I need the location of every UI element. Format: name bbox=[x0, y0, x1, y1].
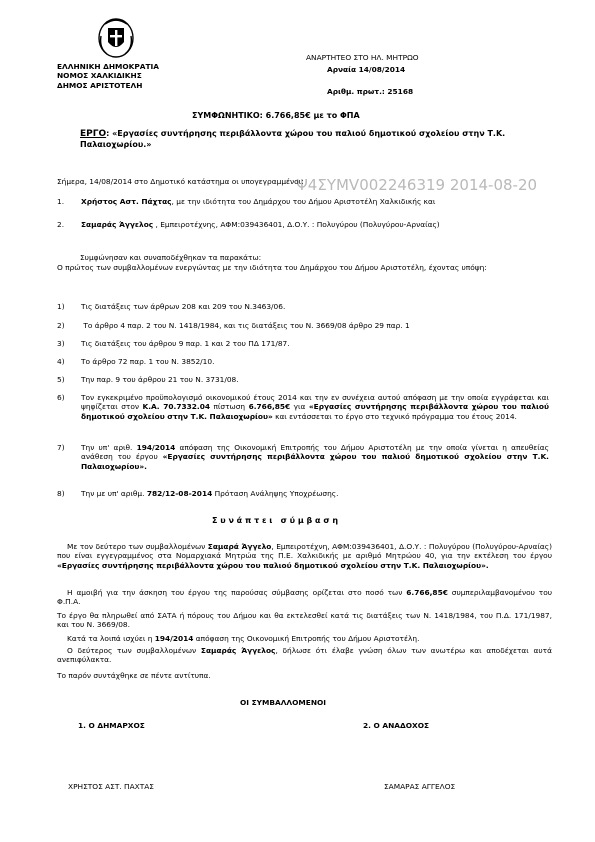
consideration-3: 3) Τις διατάξεις του άρθρου 9 παρ. 1 και 2 του ΠΔ 171/87. bbox=[57, 339, 290, 348]
project-heading bbox=[80, 129, 550, 150]
consideration-6: 6) Τον εγκεκριμένο προϋπολογισμό οικονομικού έτους 2014 και την εν συνέχεια αυτού απόφαση με την οποία εγγράφεται και ψηφίζεται στον Κ.Α. 70.7332.04 πίστωση 6.766,85€ για «Εργασίες συντήρησης περιβάλλοντα χώρου του παλιού δημοτικού σχολείου στην Τ.Κ. Παλαιοχωρίου» και εντάσσεται το έργο στο τεχνικό πρόγραμμα του έτους 2014. bbox=[57, 393, 550, 421]
greek-state-emblem bbox=[97, 14, 135, 58]
posting-note: ΑΝΑΡΤΗΤΕΟ ΣΤΟ ΗΛ. ΜΗΤΡΩΟ bbox=[306, 53, 419, 62]
issuer-block bbox=[57, 62, 159, 90]
party-2: 2. Σαμαράς Άγγελος , Εμπειροτέχνης, ΑΦΜ:039436401, Δ.Ο.Υ. : Πολυγύρου (Πολυγύρου-Αρναίας) bbox=[57, 220, 440, 229]
contract-body-2: Η αμοιβή για την άσκηση του έργου της παρούσας σύμβασης ορίζεται στο ποσό των 6.766,85€ συμπεριλαμβανομένου του Φ.Π.Α. bbox=[57, 588, 552, 607]
party-2-name: Σαμαράς Άγγελος bbox=[81, 220, 154, 229]
document-date: Αρναία 14/08/2014 bbox=[327, 65, 406, 74]
mayor-name: ΧΡΗΣΤΟΣ ΑΣΤ. ΠΑΧΤΑΣ bbox=[68, 782, 154, 791]
party-1-name: Χρήστος Αστ. Πάχτας bbox=[81, 197, 172, 206]
signatories-heading: ΟΙ ΣΥΜΒΑΛΛΟΜΕΝΟΙ bbox=[240, 698, 327, 707]
intro-line: Σήμερα, 14/08/2014 στο Δημοτικό κατάστημα οι υπογεγραμμένοι: bbox=[57, 177, 304, 186]
agreed-line: Συμφώνησαν και συναποδέχθηκαν τα παρακάτω: bbox=[80, 253, 262, 262]
consideration-5: 5) Την παρ. 9 του άρθρου 21 του Ν. 3731/08. bbox=[57, 375, 239, 384]
party-1: 1. Χρήστος Αστ. Πάχτας, με την ιδιότητα του Δημάρχου του Δήμου Αριστοτέλη Χαλκιδικής και bbox=[57, 197, 436, 206]
contract-body-4: Κατά τα λοιπά ισχύει η 194/2014 απόφαση της Οικονομική Επιτροπής του Δήμου Αριστοτέλη. bbox=[67, 634, 420, 643]
contractor-name: ΣΑΜΑΡΑΣ ΑΓΓΕΛΟΣ bbox=[384, 782, 456, 791]
contract-body-1: Με τον δεύτερο των συμβαλλομένων Σαμαρά Άγγελο, Εμπειροτέχνη, ΑΦΜ:039436401, Δ.Ο.Υ. : Πολυγύρου (Πολυγύρου-Αρναίας) που είναι εγγεγραμμένος στα Νομαρχιακά Μητρώα της Π.Ε. Χαλκιδικής με αριθμό Μητρώου 40, για την εκτέλεση του έργου «Εργασίες συντήρησης περιβάλλοντα χώρου του παλιού δημοτικού σχολείου στην Τ.Κ. Παλαιοχωρίου». bbox=[57, 542, 552, 570]
agreement-title: ΣΥΜΦΩΝΗΤΙΚΟ: 6.766,85€ με το ΦΠΑ bbox=[192, 111, 360, 120]
project-label: ΕΡΓΟ bbox=[80, 129, 107, 139]
consideration-4: 4) Το άρθρο 72 παρ. 1 του Ν. 3852/10. bbox=[57, 357, 215, 366]
first-party-line: Ο πρώτος των συμβαλλομένων ενεργώντας με την ιδιότητα του Δημάρχου του Δήμου Αριστοτέλη, έχοντας υπόψη: bbox=[57, 263, 487, 272]
consideration-7: 7) Την υπ' αριθ. 194/2014 απόφαση της Οικονομική Επιτροπής του Δήμου Αριστοτέλη με την οποία γίνεται η απευθείας ανάθεση του έργου «Εργασίες συντήρησης περιβάλλοντα χώρου του παλιού δημοτικού σχολείου στην Τ.Κ. Παλαιοχωρίου». bbox=[57, 443, 549, 471]
consideration-1: 1) Τις διατάξεις των άρθρων 208 και 209 του Ν.3463/06. bbox=[57, 302, 286, 311]
mayor-role: 1. Ο ΔΗΜΑΡΧΟΣ bbox=[78, 721, 145, 730]
contract-body-3: Το έργο θα πληρωθεί από ΣΑΤΑ ή πόρους του Δήμου και θα εκτελεσθεί κατά τις διατάξεις των Ν. 1418/1984, του Π.Δ. 171/1987, και του Ν. 3669/08. bbox=[57, 611, 552, 630]
contractor-role: 2. Ο ΑΝΑΔΟΧΟΣ bbox=[363, 721, 430, 730]
issuer-prefecture: ΝΟΜΟΣ ΧΑΛΚΙΔΙΚΗΣ bbox=[57, 71, 142, 81]
issuer-country: ΕΛΛΗΝΙΚΗ ΔΗΜΟΚΡΑΤΙΑ bbox=[57, 62, 160, 71]
contract-body-6: Το παρόν συντάχθηκε σε πέντε αντίτυπα. bbox=[57, 671, 211, 680]
consideration-8: 8) Την με υπ' αριθμ. 782/12-08-2014 Πρόταση Ανάληψης Υποχρέωσης. bbox=[57, 489, 339, 498]
issuer-municipality: ΔΗΜΟΣ ΑΡΙΣΤΟΤΕΛΗ bbox=[57, 80, 143, 90]
consideration-2: 2) Το άρθρο 4 παρ. 2 του Ν. 1418/1984, και τις διατάξεις του Ν. 3669/08 άρθρο 29 παρ. 1 bbox=[57, 321, 410, 330]
diavgeia-watermark: Ψ4ΣΥΜV002246319 2014-08-20 bbox=[296, 176, 538, 194]
protocol-number: Αριθμ. πρωτ.: 25168 bbox=[327, 87, 414, 96]
contract-heading: Σ υ ν ά π τ ε ι σ ύ μ β α σ η bbox=[212, 516, 339, 525]
contract-body-5: Ο δεύτερος των συμβαλλομένων Σαμαράς Άγγελος, δήλωσε ότι έλαβε γνώση όλων των ανωτέρω και αποδέχεται αυτά ανεπιφύλακτα. bbox=[57, 646, 552, 665]
project-title: : «Εργασίες συντήρησης περιβάλλοντα χώρου του παλιού δημοτικού σχολείου στην Τ.Κ. Παλαιοχωρίου.» bbox=[80, 129, 506, 150]
